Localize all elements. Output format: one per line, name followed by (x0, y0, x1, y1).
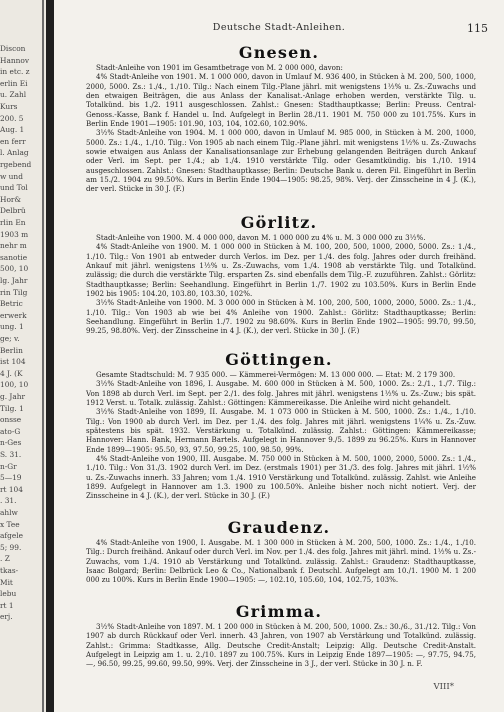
running-head (54, 22, 504, 36)
adjacent-page-text-fragment: n-Ges (0, 438, 22, 448)
adjacent-page-text-fragment: Hor& (0, 194, 22, 204)
adjacent-page-text-fragment: erwerk (0, 310, 27, 320)
adjacent-page-text-fragment: Aug. 1 (0, 125, 25, 135)
paragraph: 4% Stadt-Anleihe von 1900. M. 1 000 000 in Stücken à M. 100, 200, 500, 1000, 2000, 5000. Zs.: 1./4., 1./10. Tilg.: Von 1901 ab entweder durch Verlos. im Dez. per 1./4. des folg. Jahres oder durch freihänd. Ankauf mit jährl. wenigstens 1½% u. Zs.-Zuwachs, vom 1./4. 1908 ab verstärkte Tilg. und Totalkünd. zulässig; die durch die verstärkte Tilg. ersparten Zs. sind ebenfalls dem Tilg.-F. zuzuführen. Zahlst.: Görlitz: Stadthauptkasse; Berlin: Seehandlung. Eingeführt in Berlin 1./7. 1902 zu 103.50%. Kurs in Berlin Ende 1902 bis 1905: 104.20, 103.80, 103.30, 102%. (86, 242, 476, 299)
section-body-graudenz (86, 538, 476, 585)
section-body-goettingen (86, 370, 476, 501)
adjacent-page-fragment (0, 0, 46, 712)
adjacent-page-text-fragment: rgebend (0, 160, 32, 169)
adjacent-page-text-fragment: lebu (0, 589, 17, 599)
paragraph: 3½% Stadt-Anleihe von 1899, II. Ausgabe. M. 1 073 000 in Stücken à M. 500, 1000. Zs.: 1./4., 1./10. Tilg.: Von 1900 ab durch Verl. im Dez. per 1./4. des folg. Jahres mit jährl. wenigstens 1¼% u. Zs.-Zuw. spätestens bis spät. 1932. Verstärkung u. Totalkünd. zulässig. Zahlst.: Göttingen: Kämmereikasse; Hannover: Hann. Bank, Hermann Bartels. Aufgelegt in Hannover 9./5. 1899 zu 96.25%. Kurs in Hannover Ende 1899—1905: 95.50, 93, 97.50, 99.25, 100, 98.50, 99%. (86, 407, 476, 454)
adjacent-page-text-fragment: 4 J. (K (0, 368, 23, 378)
adjacent-page-text-fragment: Berlin (0, 345, 23, 355)
adjacent-page-text-fragment: nehr m (0, 241, 27, 251)
paragraph: Gesamte Stadtschuld: M. 7 935 000. — Kämmerei-Vermögen: M. 13 000 000. — Etat: M. 2 179 300. (96, 370, 456, 379)
section-body-goerlitz (86, 233, 476, 336)
adjacent-page-text-fragment: Kurs (0, 102, 18, 111)
paragraph: 3½% Stadt-Anleihe von 1904. M. 1 000 000, davon in Umlauf M. 985 000, in Stücken à M. 200, 1000, 5000. Zs.: 1./4., 1./10. Tilg.: Von 1905 ab nach einem Tilg.-Plane jährl. mit wenigstens 1½% u. Zs.-Zuwachs sowie etwaigen aus Anlass der Kanalisationsanlage zur Erhebung gelangenden Beiträgen durch Ankauf oder Verl. im Sept. per 1./4.; ab 1./4. 1910 verstärkte Tilg. oder Gesamtkündig. bis 1./10. 1914 ausgeschlossen. Zahlst.: Gnesen: Stadthauptkasse; Berlin: Deutsche Bank u. deren Fil. Eingeführt in Berlin am 15./2. 1904 zu 99.50%. Kurs in Berlin Ende 1904—1905: 98.25, 98%. Verj. der Zinsscheine in 4 J. (K.), der verl. Stücke in 30 J. (F.) (86, 128, 476, 194)
adjacent-page-text-fragment: tkas- (0, 566, 19, 575)
adjacent-page-text-fragment: Delbrü (0, 206, 26, 216)
adjacent-page-text-fragment: in etc. z (0, 67, 30, 77)
book-gutter (46, 0, 54, 712)
adjacent-page-text-fragment: 200. 5 (0, 113, 24, 123)
section-body-grimma (86, 622, 476, 669)
adjacent-page-text-fragment: en ferr (0, 136, 26, 146)
adjacent-page-text-fragment: 100, 10 (0, 380, 29, 390)
paragraph: 4% Stadt-Anleihe von 1900, III. Ausgabe. M. 750 000 in Stücken à M. 500, 1000, 2000, 5000. Zs.: 1./4., 1./10. Tilg.: Von 31./3. 1902 durch Verl. im Dez. (erstmals 1901) per 31./3. des folg. Jahres mit jährl. 1½% u. Zs.-Zuwachs innerh. 33 Jahren; vom 1./4. 1910 Verstärkung und Totalkünd. zulässig. Zahlst. wie Anleihe 1899. Aufgelegt in Hannover am 1.3. 1900 zu 100.50%. Anleihe bisher noch nicht notiert. Verj. der Zinsscheine in 4 J. (K.), der verl. Stücke in 30 J. (F.) (86, 454, 476, 501)
paragraph: 4% Stadt-Anleihe von 1900, I. Ausgabe. M. 1 300 000 in Stücken à M. 200, 500, 1000. Zs.: 1./4., 1./10. Tilg.: Durch freihänd. Ankauf oder durch Verl. im Nov. per 1./4. des folg. Jahres mit jährl. mind. 1½% u. Zs.-Zuwachs, vom 1./4. 1910 ab Verstärkung und Totalkünd. zulässig. Zahlst.: Graudenz: Stadthauptkasse, Isaac Bolgard; Berlin: Delbrück Leo & Co., Nationalbank f. Deutschl. Aufgelegt am 10./1. 1900 M. 1 200 000 zu 100%. Kurs in Berlin Ende 1900—1905: —, 102.10, 105.60, 104, 102.75, 103%. (86, 538, 476, 585)
section-title-gnesen: Gnesen. (238, 43, 320, 62)
page-edge-line (42, 0, 44, 712)
adjacent-page-text-fragment: rin Tilg (0, 287, 28, 297)
section-title-goettingen: Göttingen. (225, 350, 333, 369)
adjacent-page-text-fragment: ge; v. (0, 334, 20, 343)
adjacent-page-text-fragment: n-Gr (0, 461, 17, 471)
adjacent-page-text-fragment: 1903 m (0, 229, 29, 239)
adjacent-page-text-fragment: ahlw (0, 508, 18, 517)
section-title-graudenz: Graudenz. (227, 518, 331, 537)
section-title-goerlitz: Görlitz. (240, 213, 318, 232)
running-title: Deutsche Stadt-Anleihen. (212, 22, 346, 33)
adjacent-page-text-fragment: erj. (0, 612, 13, 622)
adjacent-page-text-fragment: Tilg. 1 (0, 403, 24, 413)
adjacent-page-text-fragment: Discon (0, 44, 26, 53)
adjacent-page-text-fragment: l. Anlag (0, 148, 29, 158)
adjacent-page-text-fragment: x Tee (0, 519, 20, 529)
adjacent-page-text-fragment: Betric (0, 299, 23, 309)
adjacent-page-text-fragment: erlin Ei (0, 78, 28, 88)
section-title-grimma: Grimma. (235, 602, 323, 621)
document-page (54, 0, 504, 712)
adjacent-page-text-fragment: rt 104 (0, 484, 23, 494)
adjacent-page-text-fragment: onsse (0, 415, 22, 425)
adjacent-page-text-fragment: 5; 99. (0, 542, 22, 552)
adjacent-page-text-fragment: rlin En (0, 218, 26, 227)
adjacent-page-text-fragment: w und (0, 171, 23, 181)
paragraph: 3½% Stadt-Anleihe von 1896, I. Ausgabe. M. 600 000 in Stücken à M. 500, 1000. Zs.: 2./1., 1./7. Tilg.: Von 1898 ab durch Verl. im Sept. per 2./1. des folg. Jahres mit jährl. wenigstens 1½% u. Zs.-Zuw.; bis spät. 1912 Verst. u. Totalk. zulässig. Zahlst.: Göttingen: Kämmereikasse. Die Anleihe wird nicht gehandelt. (86, 379, 476, 408)
page-number: 115 (467, 22, 488, 35)
adjacent-page-text-fragment: sanotie (0, 252, 28, 262)
adjacent-page-text-fragment: 5—19 (0, 473, 22, 483)
adjacent-page-text-fragment: g. Jahr (0, 392, 26, 401)
adjacent-page-text-fragment: Mit (0, 577, 13, 587)
paragraph: 3½% Stadt-Anleihe von 1900. M. 3 000 000 in Stücken à M. 100, 200, 500, 1000, 2000, 5000. Zs.: 1./4., 1./10. Tilg.: Von 1903 ab wie bei 4% Anleihe von 1900. Zahlst.: Görlitz: Stadthauptkasse; Berlin: Seehandlung. Eingeführt in Berlin 1./7. 1902 zu 98.60%. Kurs in Berlin Ende 1902—1905: 99.70, 99.50, 99.25, 98.80%. Verj. der Zinsscheine in 4 J. (K.), der verl. Stücke in 30 J. (F.) (86, 298, 476, 336)
paragraph: 4% Stadt-Anleihe von 1901. M. 1 000 000, davon in Umlauf M. 936 400, in Stücken à M. 200, 500, 1000, 2000, 5000. Zs.: 1./4., 1./10. Tilg.: Nach einem Tilg.-Plane jährl. mit wenigstens 1½% u. Zs.-Zuwachs und den etwaigen Beiträgen, die aus Anlass der Kanalisat.-Anlage erhoben werden, verstärkte Tilg. u. Totalkünd. bis 1./2. 1911 ausgeschlossen. Zahlst.: Gnesen: Stadthauptkasse; Berlin: Preuss. Central-Genoss.-Kasse, Bank f. Handel u. Ind. Aufgelegt in Berlin 28./11. 1901 M. 750 000 zu 101.75%. Kurs in Berlin Ende 1901—1905: 101.90, 103, 104, 102.60, 102.90%. (86, 72, 476, 129)
adjacent-page-text-fragment: und Tol (0, 183, 28, 193)
signature-mark: VIII* (433, 682, 454, 692)
section-body-gnesen (86, 63, 476, 194)
adjacent-page-text-fragment: u. Zahl (0, 90, 27, 100)
paragraph: Stadt-Anleihe von 1901 im Gesamtbetrage von M. 2 000 000, davon: (96, 63, 343, 72)
adjacent-page-text-fragment: . Z (0, 554, 10, 564)
adjacent-page-text-fragment: 500, 10 (0, 264, 29, 274)
adjacent-page-text-fragment: ung. 1 (0, 322, 24, 332)
adjacent-page-text-fragment: S. 31. (0, 450, 22, 459)
adjacent-page-text-fragment: rt 1 (0, 600, 14, 610)
paragraph: 3½% Stadt-Anleihe von 1897. M. 1 200 000 in Stücken à M. 200, 500, 1000. Zs.: 30./6., 31./12. Tilg.: Von 1907 ab durch Rückkauf oder Verl. innerh. 43 Jahren, von 1907 ab Verstärkung und Totalkünd. zulässig. Zahlst.: Grimma: Stadtkasse, Allg. Deutsche Credit-Anstalt; Leipzig: Allg. Deutsche Credit-Anstalt. Aufgelegt in Leipzig am 1. u. 2./10. 1897 zu 100.75%. Kurs in Leipzig Ende 1897—1905: —, 97.75, 94.75, —, 96.50, 99.25, 99.60, 99.50, 99%. Verj. der Zinsscheine in 3 J., der verl. Stücke in 30 J. n. F. (86, 622, 476, 669)
adjacent-page-text-fragment: Hannov (0, 55, 29, 65)
paragraph: Stadt-Anleihe von 1900. M. 4 000 000, davon M. 1 000 000 zu 4% u. M. 3 000 000 zu 3½%. (96, 233, 426, 242)
adjacent-page-text-fragment: lg. Jahr (0, 276, 28, 285)
adjacent-page-text-fragment: ist 104 (0, 357, 26, 367)
adjacent-page-text-fragment: afgele (0, 531, 23, 541)
adjacent-page-text-fragment: . 31. (0, 496, 17, 506)
adjacent-page-text-fragment: ato-G (0, 426, 21, 436)
